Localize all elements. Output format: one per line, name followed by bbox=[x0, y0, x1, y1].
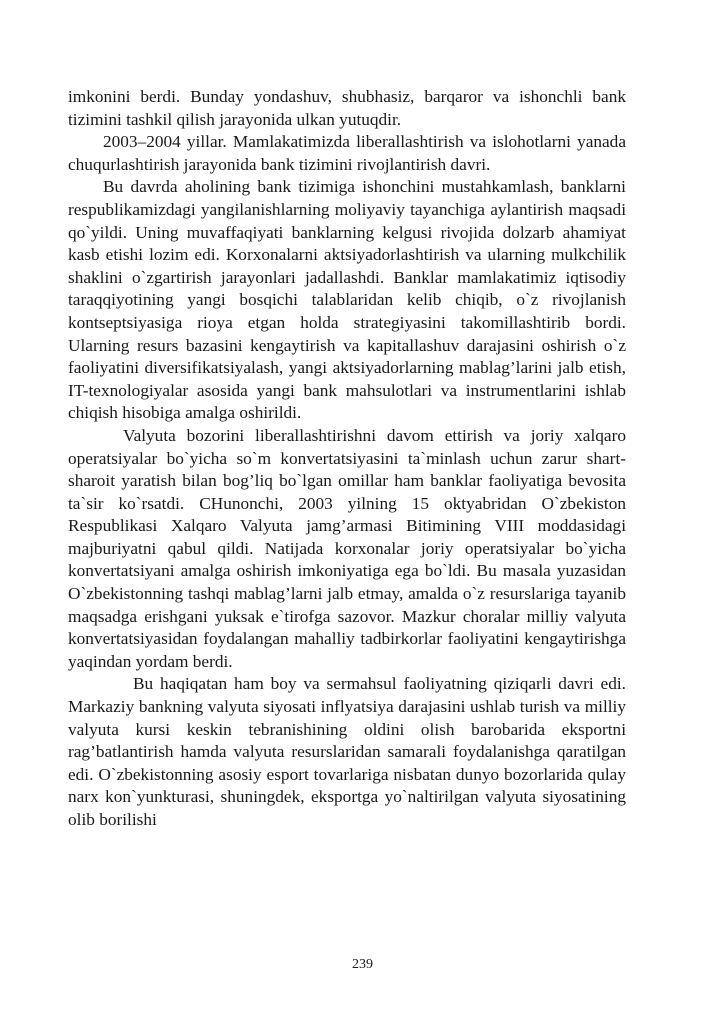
page-body bbox=[68, 86, 626, 832]
page-number: 239 bbox=[352, 957, 373, 972]
paragraph-continuation: imkonini berdi. Bunday yondashuv, shubhasiz, barqaror va ishonchli bank tizimini tashkil qilish jarayonida ulkan yutuqdir. bbox=[68, 87, 626, 129]
paragraph-central-bank-policy: Bu haqiqatan ham boy va sermahsul faoliyatning qiziqarli davri edi. Markaziy bankning valyuta siyosati inflyatsiya darajasini ushlab turish va milliy valyuta kursi keskin tebranishining oldini olish barobarida eksportni rag’batlantirish hamda valyuta resurslaridan samarali foydalanishga qaratilgan edi. O`zbekistonning asosiy esport tovarlariga nisbatan dunyo bozorlarida qulay narx kon`yunkturasi, shuningdek, eksportga yo`naltirilgan valyuta siyosatining olib borilishi bbox=[68, 674, 626, 829]
paragraph-period-heading: 2003–2004 yillar. Mamlakatimizda liberallashtirish va islohotlarni yanada chuqurlashtirish jarayonida bank tizimini rivojlantirish davri. bbox=[68, 132, 626, 174]
paragraph-bank-trust: Bu davrda aholining bank tizimiga ishonchini mustahkamlash, banklarni respublikamizdagi yangilanishlarning moliyaviy tayanchiga aylantirish maqsadi qo`yildi. Uning muvaffaqiyati banklarning kelgusi rivojida dolzarb ahamiyat kasb etishi lozim edi. Korxonalarni aktsiyadorlashtirish va ularning mulkchilik shaklini o`zgartirish jarayonlari jadallashdi. Banklar mamlakatimiz iqtisodiy taraqqiyotining yangi bosqichi talablaridan kelib chiqib, o`z rivojlanish kontseptsiyasiga rioya etgan holda strategiyasini takomillashtirib bordi. Ularning resurs bazasini kengaytirish va kapitallashuv darajasini oshirish o`z faoliyatini diversifikatsiyalash, yangi aktsiyadorlarning mablag’larini jalb etish, IT-texnologiyalar asosida yangi bank mahsulotlari va instrumentlarini ishlab chiqish hisobiga amalga oshirildi. bbox=[68, 177, 626, 423]
paragraph-currency-liberalization: Valyuta bozorini liberallashtirishni davom ettirish va joriy xalqaro operatsiyalar bo`yicha so`m konvertatsiyasini ta`minlash uchun zarur shart-sharoit yaratish bilan bog’liq bo`lgan omillar ham banklar faoliyatiga bevosita ta`sir ko`rsatdi. CHunonchi, 2003 yilning 15 oktyabridan O`zbekiston Respublikasi Xalqaro Valyuta jamg’armasi Bitimining VIII moddasidagi majburiyatni qabul qildi. Natijada korxonalar joriy operatsiyalar bo`yicha konvertatsiyani amalga oshirish imkoniyatiga ega bo`ldi. Bu masala yuzasidan O`zbekistonning tashqi mablag’larni jalb etmay, amalda o`z resurslariga tayanib maqsadga erishgani yuksak e`tirofga sazovor. Mazkur choralar milliy valyuta konvertatsiyasidan foydalangan mahalliy tadbirkorlar faoliyatini kengaytirishga yaqindan yordam berdi. bbox=[68, 425, 626, 671]
